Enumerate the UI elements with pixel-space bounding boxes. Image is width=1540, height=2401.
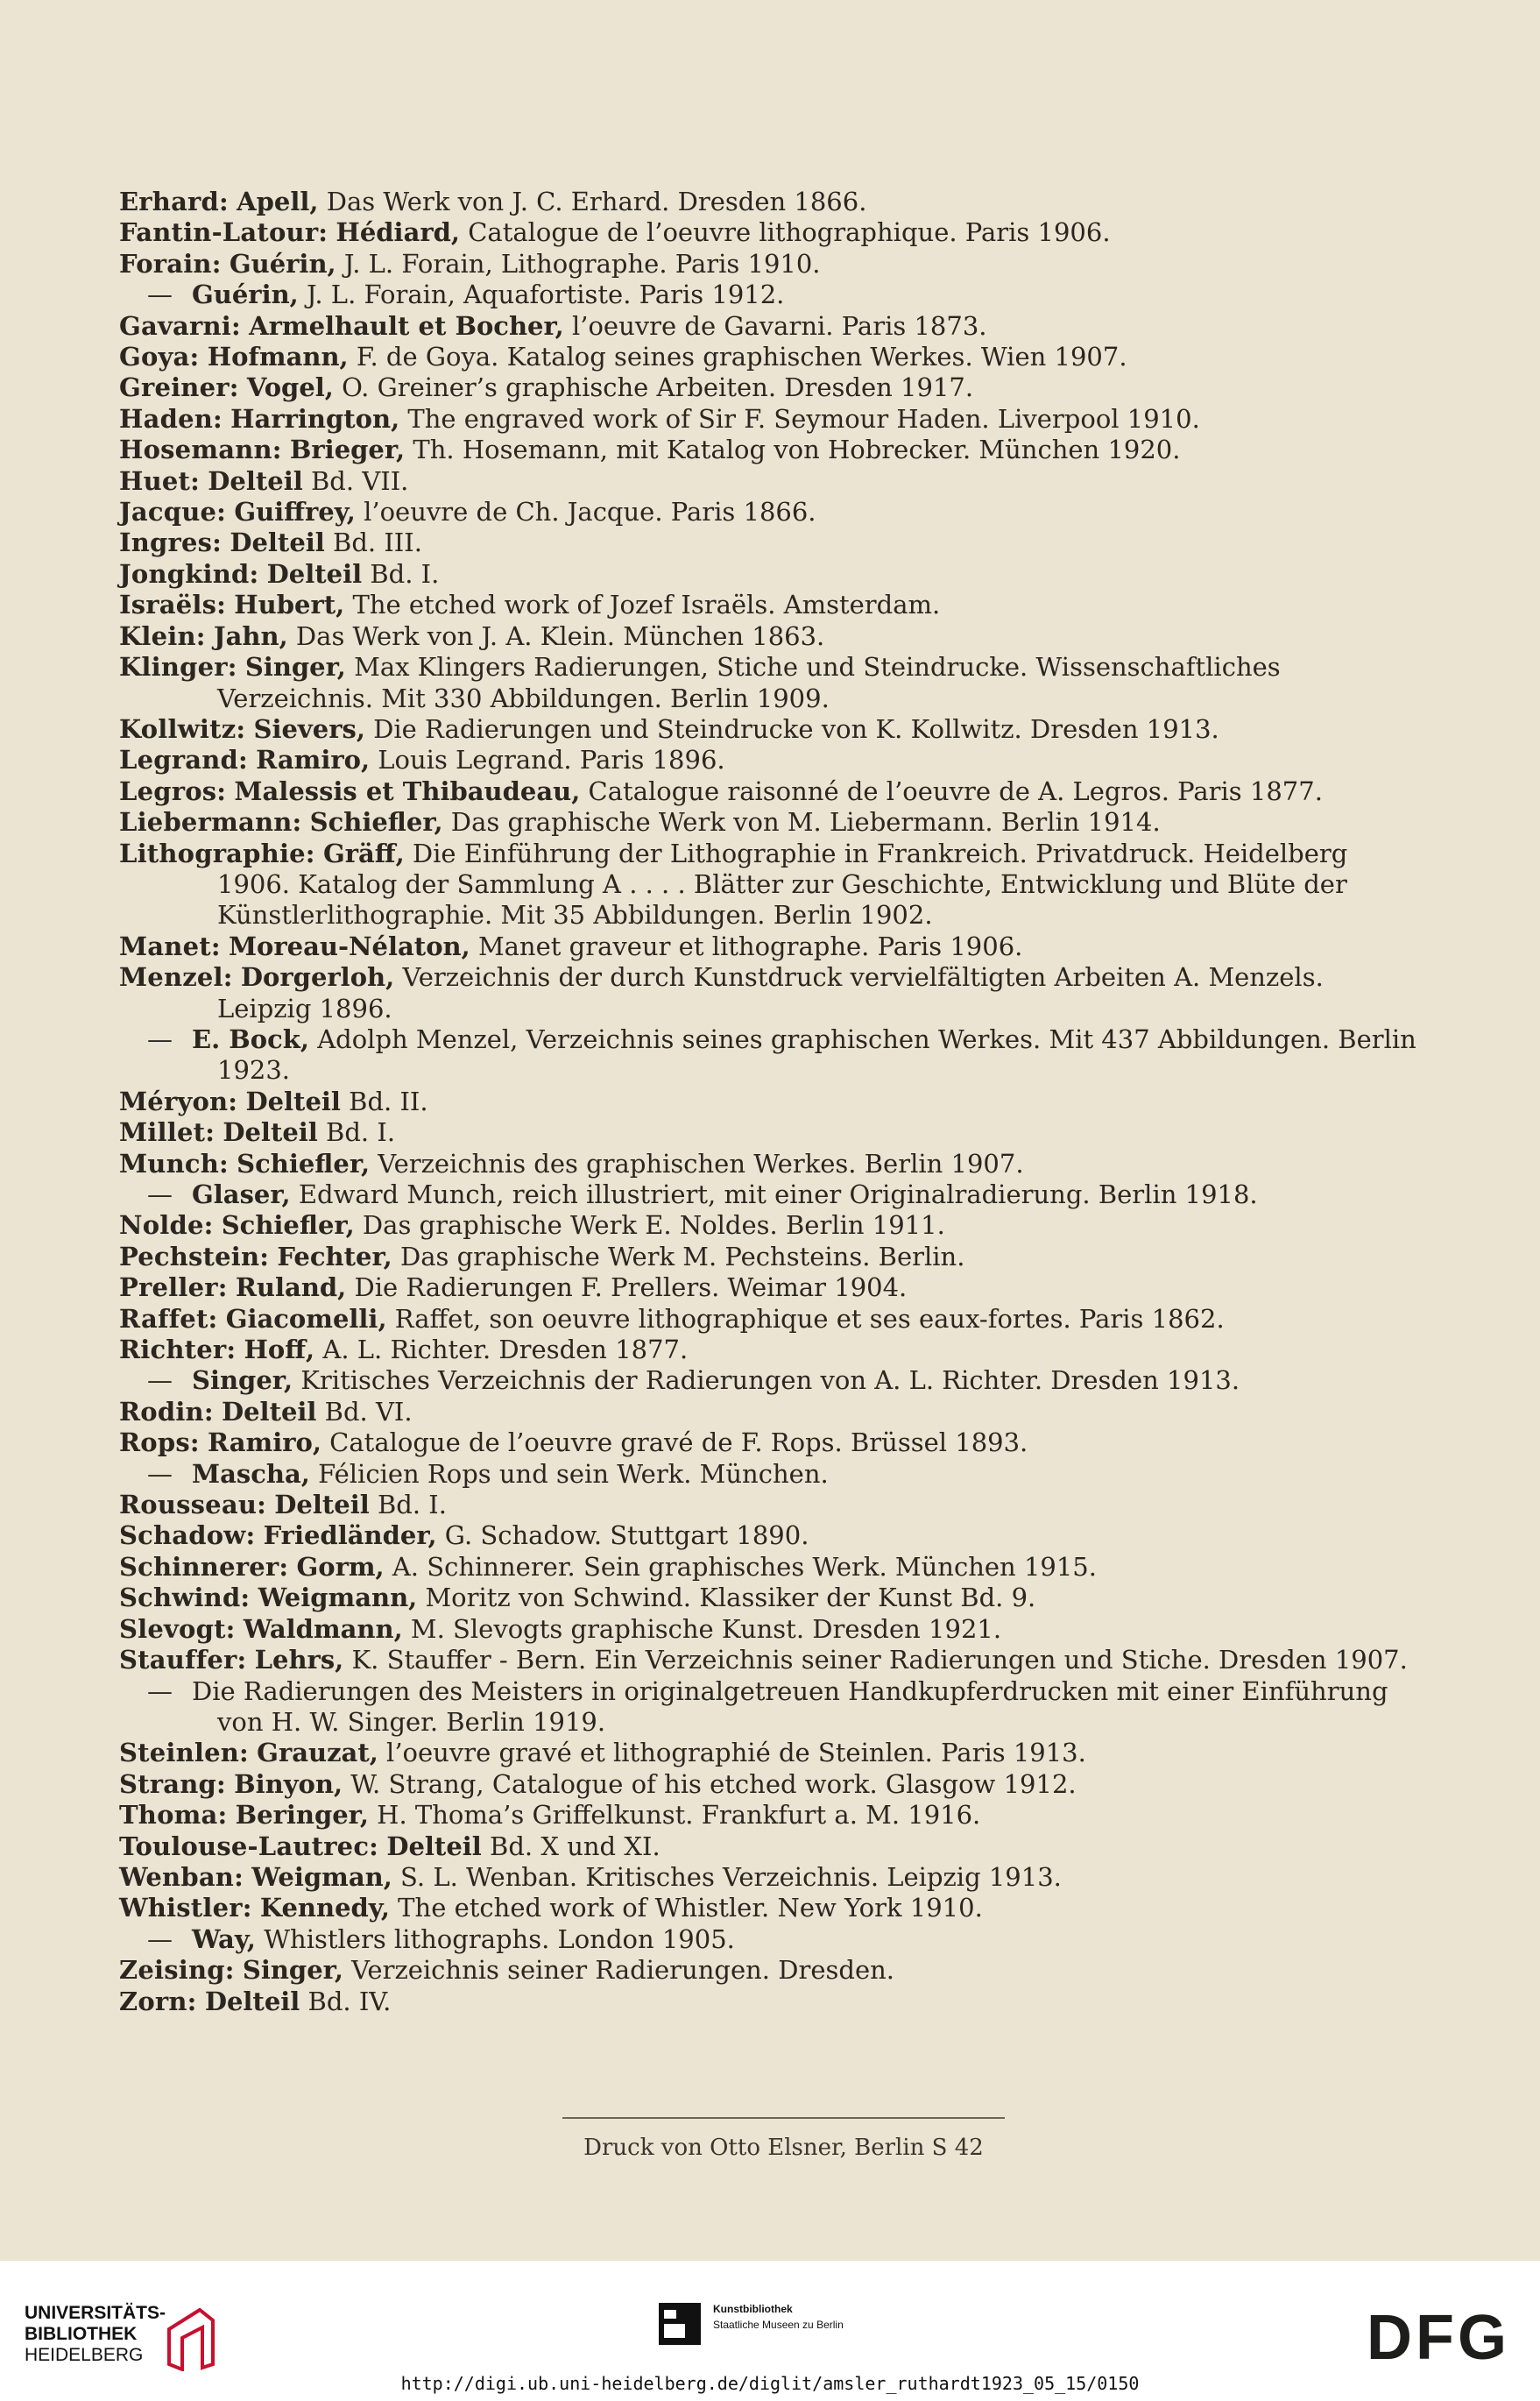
entry-artist: Richter: (119, 1335, 237, 1365)
bibliography-entry (119, 217, 1424, 248)
bibliography-entry (119, 1552, 1424, 1583)
entry-text: Catalogue de l’oeuvre lithographique. Paris 1906. (460, 217, 1111, 248)
bibliography-entry (119, 372, 1424, 403)
entry-author: Delteil (204, 1986, 300, 2016)
bibliography-entry (119, 1490, 1424, 1520)
bibliography-entry (119, 1769, 1424, 1800)
entry-artist: Jongkind: (119, 558, 259, 589)
entry-author: Lehrs, (254, 1645, 344, 1675)
entry-author: Hoff, (244, 1335, 315, 1365)
entry-author: Ruland, (235, 1272, 347, 1303)
bibliography-entry (119, 187, 1424, 217)
bibliography-entry (119, 404, 1424, 435)
entry-artist: Millet: (119, 1117, 215, 1148)
entry-author: Schiefler, (221, 1210, 355, 1241)
bibliography-entry (119, 1117, 1424, 1148)
entry-author: Brieger, (289, 435, 406, 465)
sub-entry (119, 280, 1424, 310)
entry-artist: Klein: (119, 620, 206, 651)
entry-artist: Wenban: (119, 1861, 244, 1892)
entry-artist: Manet: (119, 931, 221, 961)
entry-text: Bd. VI. (316, 1396, 413, 1427)
bibliography-entry (119, 962, 1424, 1024)
entry-author: Way, (192, 1923, 257, 1954)
sub-entry (119, 1024, 1424, 1087)
entry-text: Das Werk von J. A. Klein. München 1863. (287, 620, 825, 651)
entry-text: Moritz von Schwind. Klassiker der Kunst Bd. 9. (417, 1583, 1036, 1613)
entry-text: Whistlers lithographs. London 1905. (256, 1923, 735, 1954)
ditto-dash: — (147, 1179, 173, 1209)
entry-text: Bd. IV. (300, 1986, 392, 2016)
bibliography-entry (119, 1614, 1424, 1645)
bibliography-entry (119, 497, 1424, 528)
bibliography-entry (119, 311, 1424, 342)
entry-artist: Schinnerer: (119, 1551, 289, 1582)
entry-text: Verzeichnis der durch Kunstdruck vervielfältigten Arbeiten A. Menzels. Leipzig 1896. (217, 962, 1324, 1023)
entry-artist: Strang: (119, 1768, 226, 1799)
bibliography-entry (119, 652, 1424, 714)
entry-text: l’oeuvre de Gavarni. Paris 1873. (563, 310, 987, 341)
ditto-dash: — (147, 1365, 173, 1396)
entry-author: Guiffrey, (234, 497, 356, 528)
entry-artist: Zeising: (119, 1955, 235, 1986)
entry-text: Bd. II. (340, 1086, 428, 1116)
entry-author: Fechter, (277, 1241, 392, 1271)
entry-text: K. Stauffer - Bern. Ein Verzeichnis seiner Radierungen und Stiche. Dresden 1907. (343, 1645, 1408, 1675)
bibliography-entry (119, 1645, 1424, 1675)
entry-artist: Rops: (119, 1427, 200, 1458)
entry-author: Delteil (386, 1831, 482, 1861)
sub-entry (119, 1179, 1424, 1210)
entry-text: Th. Hosemann, mit Katalog von Hobrecker. München 1920. (405, 435, 1181, 465)
entry-artist: Jacque: (119, 497, 227, 528)
ub-line-3: HEIDELBERG (25, 2345, 144, 2365)
entry-author: Dorgerloh, (240, 962, 395, 993)
entry-text: W. Strang, Catalogue of his etched work. Glasgow 1912. (343, 1768, 1077, 1799)
entry-text: Catalogue de l’oeuvre gravé de F. Rops. Brüssel 1893. (321, 1427, 1028, 1458)
entry-author: Guérin, (229, 248, 336, 279)
entry-text: M. Slevogts graphische Kunst. Dresden 1921. (402, 1613, 1002, 1644)
entry-artist: Whistler: (119, 1893, 252, 1923)
bibliography-entry (119, 1893, 1424, 1923)
entry-text: l’oeuvre gravé et lithographié de Steinlen. Paris 1913. (378, 1738, 1086, 1768)
ditto-dash: — (147, 1458, 173, 1489)
entry-text: Das Werk von J. C. Erhard. Dresden 1866. (318, 187, 867, 216)
entry-artist: Haden: (119, 403, 223, 434)
entry-author: Delteil (245, 1086, 341, 1116)
entry-author: Glaser, (192, 1179, 291, 1209)
entry-text: The etched work of Jozef Israëls. Amsterdam. (344, 590, 941, 620)
entry-author: Hofmann, (207, 342, 349, 372)
bibliography-entry (119, 1520, 1424, 1551)
entry-artist: Ingres: (119, 528, 223, 558)
entry-author: Hubert, (234, 590, 345, 620)
bibliography-entry (119, 342, 1424, 372)
entry-author: Moreau-Nélaton, (228, 931, 470, 961)
entry-text: J. L. Forain, Aquafortiste. Paris 1912. (298, 280, 785, 310)
entry-author: Gräff, (322, 838, 405, 868)
footer-rule (562, 2117, 1005, 2119)
entry-text: A. Schinnerer. Sein graphisches Werk. München 1915. (384, 1551, 1097, 1582)
entry-artist: Klinger: (119, 652, 237, 683)
entry-artist: Stauffer: (119, 1645, 247, 1675)
entry-artist: Munch: (119, 1148, 229, 1179)
entry-author: Malessis et Thibaudeau, (234, 776, 581, 806)
bibliography-entry (119, 1583, 1424, 1613)
entry-artist: Nolde: (119, 1210, 214, 1241)
bibliography-entry (119, 1427, 1424, 1458)
entry-artist: Thoma: (119, 1800, 228, 1831)
entry-artist: Liebermann: (119, 807, 302, 838)
bibliography-entry (119, 776, 1424, 807)
entry-author: Giacomelli, (225, 1303, 387, 1334)
entry-artist: Legrand: (119, 745, 248, 776)
entry-artist: Rodin: (119, 1396, 214, 1427)
entry-author: Vogel, (246, 372, 334, 403)
entry-text: Max Klingers Radierungen, Stiche und Steindrucke. Wissenschaftliches Verzeichnis. Mit 330 Abbildungen. Berlin 1909. (217, 652, 1281, 713)
entry-text: S. L. Wenban. Kritisches Verzeichnis. Leipzig 1913. (392, 1861, 1062, 1892)
entry-artist: Rousseau: (119, 1490, 267, 1520)
bibliography-entry (119, 1987, 1424, 2017)
entry-artist: Menzel: (119, 962, 233, 993)
entry-author: Binyon, (234, 1768, 343, 1799)
ub-mark-icon (160, 2303, 222, 2371)
bibliography-entry (119, 590, 1424, 620)
entry-artist: Greiner: (119, 372, 239, 403)
bibliography-entry (119, 1087, 1424, 1117)
bibliography-entry (119, 1242, 1424, 1272)
bibliography-entry (119, 1738, 1424, 1768)
entry-artist: Preller: (119, 1272, 228, 1303)
entry-author: Hédiard, (336, 217, 461, 248)
entry-author: E. Bock, (192, 1023, 309, 1054)
entry-text: Louis Legrand. Paris 1896. (370, 745, 725, 776)
entry-author: Singer, (242, 1955, 343, 1986)
entry-author: Delteil (274, 1490, 370, 1520)
bibliography-entry (119, 1955, 1424, 1986)
kunstbibliothek-name (713, 2301, 844, 2333)
university-library-logo[interactable] (25, 2303, 235, 2376)
entry-text: Bd. I. (362, 558, 440, 589)
sub-entry (119, 1365, 1424, 1396)
entry-text: Raffet, son oeuvre lithographique et ses eaux-fortes. Paris 1862. (386, 1303, 1225, 1334)
bibliography-entry (119, 559, 1424, 590)
entry-text: Catalogue raisonné de l’oeuvre de A. Legros. Paris 1877. (580, 776, 1323, 806)
entry-text: O. Greiner’s graphische Arbeiten. Dresden 1917. (333, 372, 974, 403)
ub-line-1: UNIVERSITÄTS- (25, 2303, 166, 2323)
entry-author: Delteil (221, 1396, 317, 1427)
entry-author: Weigman, (251, 1861, 392, 1892)
entry-author: Singer, (192, 1365, 293, 1396)
entry-author: Mascha, (192, 1458, 310, 1489)
entry-artist: Steinlen: (119, 1738, 249, 1768)
ditto-dash: — (147, 1023, 173, 1054)
entry-text: Das graphische Werk M. Pechsteins. Berlin. (392, 1241, 965, 1271)
entry-author: Harrington, (230, 403, 400, 434)
entry-artist: Erhard: (119, 187, 229, 216)
kunstbibliothek-mark-icon (659, 2303, 701, 2345)
entry-text: l’oeuvre de Ch. Jacque. Paris 1866. (355, 497, 816, 528)
bibliography-entry (119, 807, 1424, 838)
bibliography-entry (119, 1831, 1424, 1862)
entry-author: Beringer, (235, 1800, 369, 1831)
bibliography-list (119, 187, 1424, 2017)
entry-text: Edward Munch, reich illustriert, mit einer Originalradierung. Berlin 1918. (290, 1179, 1258, 1209)
sub-entry (119, 1459, 1424, 1490)
entry-text: Bd. III. (324, 528, 422, 558)
entry-artist: Gavarni: (119, 310, 241, 341)
bibliography-entry (119, 1862, 1424, 1893)
entry-artist: Schwind: (119, 1583, 251, 1613)
entry-text: A. L. Richter. Dresden 1877. (314, 1335, 689, 1365)
bibliography-entry (119, 435, 1424, 465)
entry-artist: Zorn: (119, 1986, 197, 2016)
entry-artist: Toulouse-Lautrec: (119, 1831, 379, 1861)
bibliography-entry (119, 466, 1424, 497)
entry-text: Die Radierungen des Meisters in originalgetreuen Handkupferdrucken mit einer Einführung von H. W. Singer. Berlin 1919. (192, 1675, 1388, 1737)
entry-author: Kennedy, (259, 1893, 390, 1923)
entry-text: Das graphische Werk E. Noldes. Berlin 1911. (354, 1210, 945, 1241)
entry-text: Félicien Rops und sein Werk. München. (309, 1458, 829, 1489)
entry-text: G. Schadow. Stuttgart 1890. (436, 1520, 809, 1551)
entry-text: The etched work of Whistler. New York 1910. (389, 1893, 983, 1923)
entry-author: Ramiro, (207, 1427, 321, 1458)
entry-artist: Forain: (119, 248, 222, 279)
entry-text: Die Radierungen F. Prellers. Weimar 1904. (346, 1272, 908, 1303)
entry-artist: Hosemann: (119, 435, 282, 465)
entry-author: Delteil (223, 1117, 318, 1148)
ditto-dash: — (147, 1675, 173, 1706)
ditto-dash: — (147, 280, 173, 310)
entry-author: Delteil (266, 558, 363, 589)
bibliography-entry (119, 1397, 1424, 1427)
entry-artist: Legros: (119, 776, 227, 806)
entry-author: Guérin, (192, 280, 299, 310)
entry-artist: Lithographie: (119, 838, 315, 868)
bibliography-entry (119, 1304, 1424, 1335)
bibliography-entry (119, 839, 1424, 931)
entry-author: Ramiro, (256, 745, 371, 776)
entry-artist: Schadow: (119, 1520, 256, 1551)
entry-text: Bd. X und XI. (481, 1831, 661, 1861)
entry-artist: Pechstein: (119, 1241, 270, 1271)
sub-entry (119, 1924, 1424, 1955)
entry-text: Bd. VII. (302, 465, 409, 496)
entry-author: Apell, (237, 187, 319, 216)
entry-author: Friedländer, (263, 1520, 437, 1551)
entry-author: Gorm, (296, 1551, 385, 1582)
ditto-dash: — (147, 1923, 173, 1954)
entry-author: Weigmann, (258, 1583, 418, 1613)
entry-text: Die Radierungen und Steindrucke von K. Kollwitz. Dresden 1913. (364, 713, 1219, 744)
bibliography-entry (119, 1210, 1424, 1241)
entry-author: Sievers, (253, 713, 365, 744)
bibliography-entry (119, 745, 1424, 776)
ub-line-2: BIBLIOTHEK (25, 2324, 138, 2344)
bibliography-entry (119, 1800, 1424, 1831)
entry-text: F. de Goya. Katalog seines graphischen Werkes. Wien 1907. (348, 342, 1127, 372)
entry-artist: Huet: (119, 465, 201, 496)
entry-artist: Fantin-Latour: (119, 217, 328, 248)
page-url[interactable]: http://digi.ub.uni-heidelberg.de/diglit/amsler_ruthardt1923_05_15/0150 (400, 2373, 1140, 2394)
entry-text: H. Thoma’s Griffelkunst. Frankfurt a. M. 1916. (368, 1800, 981, 1831)
entry-text: Adolph Menzel, Verzeichnis seines graphischen Werkes. Mit 437 Abbildungen. Berlin 1923. (217, 1023, 1416, 1086)
entry-author: Grauzat, (257, 1738, 378, 1768)
dfg-logo[interactable]: DFG (1367, 2303, 1510, 2373)
bibliography-entry (119, 1149, 1424, 1179)
entry-artist: Israëls: (119, 590, 227, 620)
bibliography-entry (119, 1335, 1424, 1365)
entry-artist: Raffet: (119, 1303, 218, 1334)
entry-text: Bd. I. (317, 1117, 396, 1148)
bibliography-entry (119, 528, 1424, 558)
printer-imprint: Druck von Otto Elsner, Berlin S 42 (583, 2135, 984, 2161)
entry-author: Delteil (208, 465, 303, 496)
entry-author: Schiefler, (237, 1148, 371, 1179)
entry-artist: Slevogt: (119, 1613, 236, 1644)
entry-text: Verzeichnis des graphischen Werkes. Berlin 1907. (370, 1148, 1024, 1179)
bibliography-entry (119, 621, 1424, 652)
entry-text: Die Einführung der Lithographie in Frankreich. Privatdruck. Heidelberg 1906. Katalog der Sammlung A . . . . Blätter zur Geschichte, Entwicklung und Blüte der Künstlerlithographie. Mit 35 Abbildungen. Berlin 1902. (217, 838, 1348, 931)
entry-text: J. L. Forain, Lithographe. Paris 1910. (336, 248, 821, 279)
entry-author: Singer, (244, 652, 346, 683)
entry-artist: Méryon: (119, 1086, 238, 1116)
entry-author: Jahn, (213, 620, 288, 651)
bibliography-entry (119, 931, 1424, 962)
kb-line-1: Kunstbibliothek (713, 2303, 793, 2315)
entry-text: Manet graveur et lithographe. Paris 1906. (470, 931, 1023, 961)
entry-author: Armelhault et Bocher, (249, 310, 564, 341)
entry-author: Delteil (230, 528, 325, 558)
entry-author: Waldmann, (243, 1613, 403, 1644)
bibliography-entry (119, 249, 1424, 280)
entry-artist: Goya: (119, 342, 200, 372)
entry-text: Kritisches Verzeichnis der Radierungen von A. L. Richter. Dresden 1913. (293, 1365, 1240, 1396)
entry-text: Das graphische Werk von M. Liebermann. Berlin 1914. (442, 807, 1161, 838)
entry-author: Schiefler, (309, 807, 443, 838)
bibliography-entry (119, 714, 1424, 745)
kb-line-2: Staatliche Museen zu Berlin (713, 2319, 844, 2331)
entry-text: Bd. I. (369, 1490, 447, 1520)
entry-text: Verzeichnis seiner Radierungen. Dresden. (343, 1955, 895, 1986)
university-library-name (25, 2303, 166, 2366)
entry-text: The engraved work of Sir F. Seymour Haden. Liverpool 1910. (399, 403, 1200, 434)
bibliography-entry (119, 1272, 1424, 1303)
entry-artist: Kollwitz: (119, 713, 246, 744)
sub-entry (119, 1676, 1424, 1739)
